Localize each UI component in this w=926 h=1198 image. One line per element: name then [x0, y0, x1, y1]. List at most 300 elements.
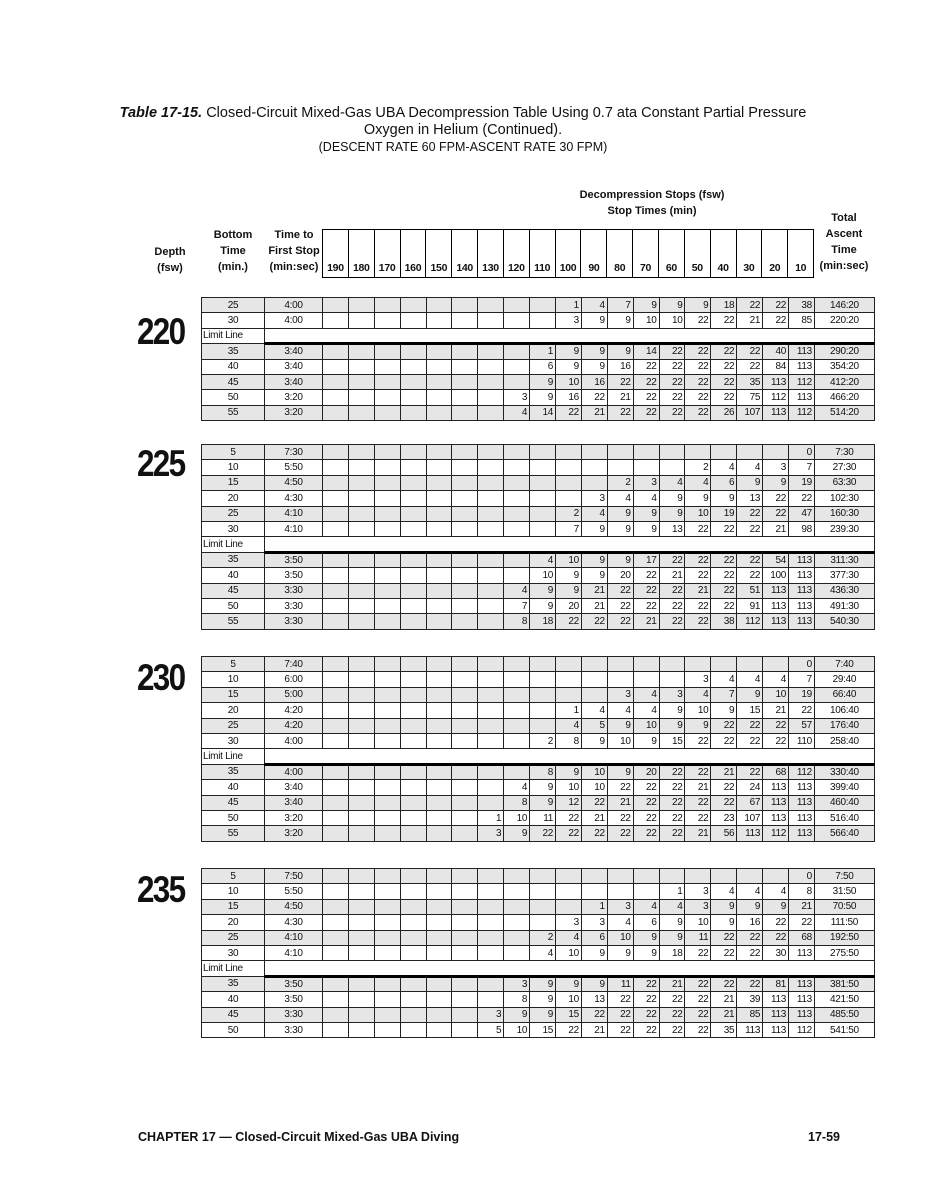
total-ascent-header	[812, 210, 876, 274]
stop-time-cell	[452, 826, 478, 841]
stop-time-cell	[530, 298, 556, 313]
limit-line-row	[202, 537, 875, 552]
stop-time-cell: 9	[556, 359, 582, 374]
stop-time-cell: 112	[789, 405, 815, 420]
stop-time-cell	[426, 583, 452, 598]
stop-time-cell: 22	[737, 506, 763, 521]
time-first-stop-cell: 4:10	[265, 521, 323, 536]
stop-time-cell	[400, 491, 426, 506]
stop-time-cell	[556, 687, 582, 702]
stop-time-cell: 22	[685, 795, 711, 810]
stop-depth-header: 60	[659, 230, 685, 277]
stop-time-cell	[374, 764, 400, 779]
stop-time-cell	[426, 1022, 452, 1037]
stop-time-cell	[374, 614, 400, 629]
stop-time-cell	[659, 657, 685, 672]
stop-time-cell	[426, 1007, 452, 1022]
stop-time-cell: 22	[607, 614, 633, 629]
bottom-time-cell: 40	[202, 780, 265, 795]
table-row	[202, 869, 875, 884]
stop-time-cell	[426, 657, 452, 672]
stop-time-cell	[478, 687, 504, 702]
bottom-time-cell: 20	[202, 915, 265, 930]
stop-time-cell	[504, 521, 530, 536]
stop-time-cell	[478, 583, 504, 598]
stop-time-cell: 113	[789, 359, 815, 374]
bottom-time-cell: 15	[202, 899, 265, 914]
stop-time-cell	[400, 598, 426, 613]
stop-time-cell	[348, 506, 374, 521]
depth-block-table	[201, 297, 875, 421]
stop-time-cell: 22	[763, 718, 789, 733]
stop-time-cell: 20	[556, 598, 582, 613]
stop-time-cell	[323, 460, 349, 475]
stop-time-cell: 22	[607, 374, 633, 389]
stop-time-cell: 22	[607, 826, 633, 841]
stop-time-cell	[452, 795, 478, 810]
stop-time-cell	[478, 764, 504, 779]
stop-time-cell	[452, 945, 478, 960]
bottom-time-cell: 50	[202, 810, 265, 825]
bottom-time-cell: 30	[202, 945, 265, 960]
stop-time-cell: 1	[581, 899, 607, 914]
stop-time-cell: 10	[607, 733, 633, 748]
stop-time-cell	[374, 568, 400, 583]
stop-time-cell	[374, 884, 400, 899]
stop-time-cell	[323, 976, 349, 991]
stop-time-cell: 22	[737, 718, 763, 733]
stop-time-cell: 9	[556, 764, 582, 779]
stop-time-cell: 9	[737, 687, 763, 702]
stop-time-cell: 21	[581, 583, 607, 598]
stop-time-cell: 9	[711, 703, 737, 718]
time-first-stop-cell: 4:00	[265, 298, 323, 313]
stop-time-cell: 22	[685, 764, 711, 779]
stop-time-cell	[323, 687, 349, 702]
stop-time-cell: 4	[685, 687, 711, 702]
stop-time-cell: 9	[530, 583, 556, 598]
stop-time-cell: 22	[711, 583, 737, 598]
table-row	[202, 598, 875, 613]
stop-time-cell: 113	[763, 614, 789, 629]
time-first-stop-cell: 3:30	[265, 1022, 323, 1037]
stop-time-cell: 4	[737, 672, 763, 687]
stop-time-cell	[348, 672, 374, 687]
stop-time-cell	[530, 313, 556, 328]
stop-time-cell: 22	[530, 826, 556, 841]
stop-time-cell	[452, 405, 478, 420]
table-row	[202, 703, 875, 718]
stop-time-cell	[633, 672, 659, 687]
time-first-stop-cell: 3:40	[265, 795, 323, 810]
stop-time-cell: 22	[711, 313, 737, 328]
bottom-time-cell: 45	[202, 795, 265, 810]
time-first-stop-cell: 4:50	[265, 475, 323, 490]
bottom-time-cell: 55	[202, 614, 265, 629]
stop-time-cell: 113	[737, 1022, 763, 1037]
stop-time-cell: 16	[581, 374, 607, 389]
stop-time-cell	[323, 915, 349, 930]
stop-time-cell: 4	[530, 945, 556, 960]
stop-time-cell: 22	[685, 614, 711, 629]
stop-time-cell	[426, 614, 452, 629]
stop-time-cell: 14	[530, 405, 556, 420]
stop-time-cell	[504, 506, 530, 521]
stop-time-cell	[374, 521, 400, 536]
stop-time-cell	[374, 780, 400, 795]
stop-time-cell	[452, 672, 478, 687]
stop-time-cell	[323, 475, 349, 490]
stop-time-cell: 22	[581, 795, 607, 810]
table-number: Table 17-15.	[119, 105, 203, 121]
bottom-time-cell: 25	[202, 506, 265, 521]
stop-time-cell: 57	[789, 718, 815, 733]
stop-time-cell: 9	[711, 915, 737, 930]
stop-depth-header: 90	[581, 230, 607, 277]
stop-time-cell: 9	[504, 826, 530, 841]
bottom-time-header-line: Time	[220, 245, 246, 257]
stop-depth-header: 180	[349, 230, 375, 277]
stop-time-cell	[426, 568, 452, 583]
stop-time-cell	[556, 445, 582, 460]
bottom-time-cell: 15	[202, 687, 265, 702]
table-row	[202, 460, 875, 475]
stop-time-cell	[400, 884, 426, 899]
stop-time-cell	[504, 445, 530, 460]
stop-time-cell	[374, 826, 400, 841]
stop-time-cell	[426, 945, 452, 960]
stop-time-cell	[400, 703, 426, 718]
stop-time-cell	[323, 598, 349, 613]
stop-time-cell	[374, 298, 400, 313]
stop-time-cell: 13	[581, 992, 607, 1007]
bottom-time-cell: 20	[202, 491, 265, 506]
bottom-time-header-line: Bottom	[213, 229, 253, 241]
stop-time-cell	[374, 1022, 400, 1037]
stop-time-cell	[607, 445, 633, 460]
stop-time-cell: 113	[789, 992, 815, 1007]
time-first-stop-cell: 4:30	[265, 491, 323, 506]
limit-line-row	[202, 749, 875, 764]
stop-depth-header: 70	[633, 230, 659, 277]
stop-time-cell: 3	[478, 1007, 504, 1022]
stop-time-cell: 10	[581, 780, 607, 795]
stop-depths-header	[322, 229, 814, 278]
limit-line-bar	[265, 961, 875, 976]
stop-time-cell: 21	[633, 614, 659, 629]
stop-time-cell: 10	[581, 764, 607, 779]
time-first-stop-cell: 3:50	[265, 568, 323, 583]
stop-time-cell: 7	[711, 687, 737, 702]
stop-time-cell	[633, 869, 659, 884]
table-row	[202, 359, 875, 374]
total-ascent-cell: 29:40	[814, 672, 874, 687]
stop-time-cell	[478, 598, 504, 613]
stop-time-cell: 3	[659, 687, 685, 702]
table-row	[202, 672, 875, 687]
stop-time-cell: 22	[659, 359, 685, 374]
stop-time-cell	[763, 869, 789, 884]
stop-time-cell: 113	[789, 780, 815, 795]
stop-depth-header: 20	[762, 230, 788, 277]
total-ascent-cell: 466:20	[814, 390, 874, 405]
stop-time-cell: 113	[789, 583, 815, 598]
time-first-stop-cell: 4:10	[265, 930, 323, 945]
stop-time-cell	[452, 614, 478, 629]
stop-time-cell	[400, 552, 426, 567]
stop-time-cell	[400, 344, 426, 359]
table-row	[202, 764, 875, 779]
stop-time-cell	[426, 506, 452, 521]
stop-time-cell: 9	[581, 552, 607, 567]
stop-time-cell	[452, 915, 478, 930]
stop-time-cell	[374, 810, 400, 825]
bottom-time-cell: 45	[202, 1007, 265, 1022]
stop-time-cell	[607, 657, 633, 672]
stop-time-cell: 22	[607, 583, 633, 598]
table-row	[202, 992, 875, 1007]
stop-time-cell	[452, 992, 478, 1007]
stop-time-cell: 9	[581, 976, 607, 991]
stop-time-cell: 22	[659, 598, 685, 613]
stop-time-cell	[374, 359, 400, 374]
total-ascent-cell: 66:40	[814, 687, 874, 702]
stop-time-cell: 85	[737, 1007, 763, 1022]
stop-time-cell	[348, 733, 374, 748]
stop-time-cell: 68	[763, 764, 789, 779]
stop-time-cell: 21	[737, 313, 763, 328]
stop-time-cell: 22	[711, 930, 737, 945]
stop-time-cell	[426, 598, 452, 613]
stop-depth-header: 40	[711, 230, 737, 277]
stop-time-cell: 22	[659, 583, 685, 598]
stop-time-cell: 22	[763, 298, 789, 313]
stop-time-cell: 22	[737, 552, 763, 567]
stop-time-cell	[504, 899, 530, 914]
stop-time-cell	[478, 899, 504, 914]
stop-time-cell: 22	[763, 915, 789, 930]
stop-depth-header: 100	[556, 230, 582, 277]
time-first-stop-header-line: First Stop	[268, 245, 320, 257]
stop-time-cell	[323, 733, 349, 748]
stop-time-cell	[504, 374, 530, 389]
stop-time-cell: 9	[504, 1007, 530, 1022]
stop-time-cell	[348, 945, 374, 960]
bottom-time-cell: 50	[202, 1022, 265, 1037]
stop-time-cell	[374, 598, 400, 613]
table-title-line2: Oxygen in Helium (Continued).	[363, 122, 563, 138]
stop-time-cell: 40	[763, 344, 789, 359]
stop-time-cell	[348, 298, 374, 313]
stop-time-cell: 23	[711, 810, 737, 825]
stop-time-cell: 5	[478, 1022, 504, 1037]
stop-time-cell: 22	[737, 764, 763, 779]
stop-time-cell	[452, 1007, 478, 1022]
total-ascent-cell: 7:30	[814, 445, 874, 460]
stop-time-cell: 1	[478, 810, 504, 825]
stop-time-cell	[426, 884, 452, 899]
limit-line-label: Limit Line	[202, 961, 265, 976]
table-row	[202, 506, 875, 521]
stop-time-cell: 3	[556, 915, 582, 930]
time-first-stop-cell: 7:40	[265, 657, 323, 672]
stop-time-cell: 22	[737, 930, 763, 945]
stop-time-cell: 22	[711, 976, 737, 991]
stop-time-cell	[426, 344, 452, 359]
stop-time-cell	[607, 884, 633, 899]
stop-time-cell: 7	[789, 672, 815, 687]
stop-time-cell	[452, 298, 478, 313]
stop-time-cell	[607, 869, 633, 884]
depth-header-line: Depth	[154, 246, 186, 258]
stop-time-cell: 113	[789, 976, 815, 991]
depth-block-table	[201, 868, 875, 1038]
stop-time-cell: 22	[685, 1007, 711, 1022]
stop-time-cell: 22	[659, 1022, 685, 1037]
table-row	[202, 930, 875, 945]
stop-time-cell	[478, 657, 504, 672]
stop-time-cell	[452, 869, 478, 884]
stop-time-cell: 9	[737, 475, 763, 490]
stop-time-cell	[452, 884, 478, 899]
table-row	[202, 687, 875, 702]
stop-time-cell: 22	[659, 810, 685, 825]
stop-time-cell	[400, 445, 426, 460]
bottom-time-cell: 55	[202, 405, 265, 420]
stop-time-cell: 22	[633, 1007, 659, 1022]
stop-time-cell	[504, 733, 530, 748]
stop-time-cell: 113	[789, 614, 815, 629]
stop-time-cell	[323, 521, 349, 536]
stop-time-cell: 4	[737, 460, 763, 475]
table-row	[202, 390, 875, 405]
stop-time-cell: 22	[711, 945, 737, 960]
stop-time-cell	[323, 1022, 349, 1037]
stop-depth-header: 120	[504, 230, 530, 277]
stop-time-cell	[504, 552, 530, 567]
stop-depth-header: 170	[375, 230, 401, 277]
stop-time-cell: 22	[711, 795, 737, 810]
stop-time-cell	[452, 521, 478, 536]
stop-time-cell	[478, 780, 504, 795]
stop-time-cell	[633, 884, 659, 899]
stop-time-cell	[374, 583, 400, 598]
time-first-stop-cell: 3:50	[265, 992, 323, 1007]
stop-time-cell: 22	[737, 945, 763, 960]
stop-time-cell: 9	[607, 344, 633, 359]
stop-depth-header: 190	[323, 230, 349, 277]
stop-time-cell: 21	[763, 703, 789, 718]
stop-time-cell: 113	[789, 826, 815, 841]
stop-time-cell: 22	[711, 733, 737, 748]
stop-time-cell	[478, 568, 504, 583]
time-first-stop-header-line: (min:sec)	[269, 261, 319, 273]
stop-time-cell	[478, 405, 504, 420]
stop-time-cell	[478, 298, 504, 313]
stop-time-cell	[426, 445, 452, 460]
stop-time-cell: 9	[581, 313, 607, 328]
stop-time-cell: 0	[789, 869, 815, 884]
stop-time-cell	[426, 718, 452, 733]
stop-time-cell	[374, 344, 400, 359]
stop-time-cell	[323, 703, 349, 718]
table-row	[202, 445, 875, 460]
stop-time-cell: 22	[556, 1022, 582, 1037]
time-first-stop-cell: 3:20	[265, 390, 323, 405]
stop-time-cell	[374, 703, 400, 718]
stop-time-cell: 38	[711, 614, 737, 629]
time-first-stop-cell: 3:30	[265, 614, 323, 629]
stop-time-cell	[504, 945, 530, 960]
stop-time-cell: 22	[659, 826, 685, 841]
stop-time-cell	[400, 976, 426, 991]
stop-time-cell	[323, 657, 349, 672]
stop-time-cell: 5	[581, 718, 607, 733]
table-row	[202, 826, 875, 841]
stop-time-cell	[530, 460, 556, 475]
stop-time-cell	[426, 672, 452, 687]
time-first-stop-cell: 4:00	[265, 313, 323, 328]
table-subtitle: (DESCENT RATE 60 FPM-ASCENT RATE 30 FPM)	[318, 140, 608, 154]
stop-time-cell	[763, 445, 789, 460]
stop-time-cell: 8	[504, 795, 530, 810]
stop-time-cell	[374, 795, 400, 810]
stop-time-cell	[426, 374, 452, 389]
stop-time-cell: 4	[504, 583, 530, 598]
depth-label: 235	[137, 869, 185, 910]
stop-time-cell	[400, 795, 426, 810]
stop-time-cell	[323, 583, 349, 598]
stop-time-cell	[504, 460, 530, 475]
stop-time-cell: 9	[581, 521, 607, 536]
stop-time-cell	[530, 445, 556, 460]
stop-time-cell: 16	[607, 359, 633, 374]
stop-time-cell: 9	[737, 899, 763, 914]
stop-time-cell	[400, 614, 426, 629]
stop-time-cell	[348, 313, 374, 328]
stop-time-cell: 113	[763, 810, 789, 825]
bottom-time-cell: 5	[202, 657, 265, 672]
stop-time-cell: 7	[504, 598, 530, 613]
time-first-stop-cell: 4:30	[265, 915, 323, 930]
stop-time-cell	[323, 552, 349, 567]
stop-time-cell	[478, 313, 504, 328]
stop-time-cell	[400, 1007, 426, 1022]
stop-time-cell: 8	[530, 764, 556, 779]
stop-time-cell	[323, 869, 349, 884]
stop-time-cell: 9	[530, 795, 556, 810]
total-ascent-cell: 377:30	[814, 568, 874, 583]
stop-time-cell	[323, 930, 349, 945]
stop-time-cell	[452, 445, 478, 460]
stop-time-cell: 4	[659, 899, 685, 914]
limit-line-label: Limit Line	[202, 328, 265, 343]
stop-time-cell: 9	[685, 491, 711, 506]
total-ascent-cell: 460:40	[814, 795, 874, 810]
total-ascent-cell: 192:50	[814, 930, 874, 945]
stop-time-cell: 22	[737, 298, 763, 313]
stop-time-cell	[323, 899, 349, 914]
stop-time-cell: 107	[737, 405, 763, 420]
stop-time-cell: 22	[763, 506, 789, 521]
footer-chapter: CHAPTER 17 — Closed-Circuit Mixed-Gas UBA Diving	[138, 1130, 460, 1144]
stop-time-cell	[478, 930, 504, 945]
stop-time-cell	[426, 703, 452, 718]
stop-time-cell: 9	[556, 583, 582, 598]
stop-time-cell: 9	[607, 764, 633, 779]
stop-time-cell: 81	[763, 976, 789, 991]
stop-time-cell	[711, 445, 737, 460]
